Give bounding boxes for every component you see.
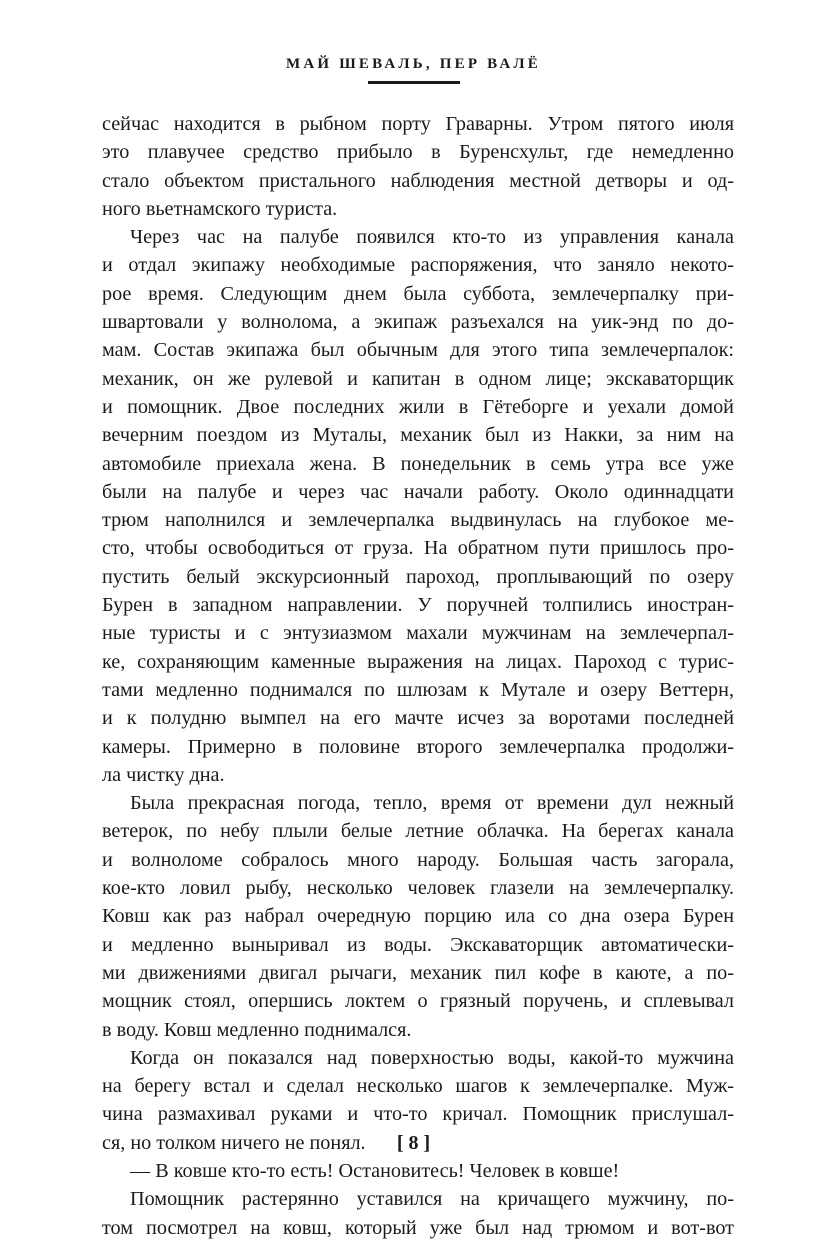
text-line: Была прекрасная погода, тепло, время от времени дул нежный	[130, 792, 734, 815]
text-line: и волноломе собралось много народу. Большая часть загорала,	[102, 848, 734, 871]
text-line: и медленно выныривал из воды. Экскаваторщик автоматически-	[102, 933, 734, 956]
text-line: тами медленно поднимался по шлюзам к Мутале и озеру Веттерн,	[102, 678, 734, 701]
text-line: пустить белый экскурсионный пароход, проплывающий по озеру	[102, 565, 734, 588]
text-line: в воду. Ковш медленно поднимался.	[102, 1018, 412, 1041]
text-line: ные туристы и с энтузиазмом махали мужчинам на землечерпал-	[102, 622, 734, 645]
text-line: и помощник. Двое последних жили в Гётеборге и уехали домой	[102, 395, 734, 418]
text-line: ми движениями двигал рычаги, механик пил кофе в каюте, а по-	[102, 961, 734, 984]
text-line: швартовали у волнолома, а экипаж разъехался на уик-энд по до-	[102, 311, 734, 334]
text-line: сейчас находится в рыбном порту Граварны. Утром пятого июля	[102, 113, 734, 135]
text-line: сто, чтобы освободиться от груза. На обратном пути пришлось про-	[102, 537, 734, 560]
text-line: были на палубе и через час начали работу. Около одиннадцати	[102, 480, 734, 503]
text-line: ла чистку дна.	[102, 763, 225, 786]
text-line: Ковш как раз набрал очередную порцию ила со дна озера Бурен	[102, 905, 734, 928]
text-line: и к полудню вымпел на его мачте исчез за воротами последней	[102, 707, 734, 730]
header-divider	[368, 81, 460, 84]
text-line: механик, он же рулевой и капитан в одном лице; экскаваторщик	[102, 367, 734, 390]
text-line: мам. Состав экипажа был обычным для этого типа землечерпалок:	[102, 339, 734, 362]
text-line: стало объектом пристального наблюдения местной детворы и од-	[102, 169, 734, 192]
text-line: мощник стоял, опершись локтем о грязный поручень, и сплевывал	[102, 990, 734, 1013]
text-line: Когда он показался над поверхностью воды, какой-то мужчина	[130, 1046, 734, 1069]
running-header-title: МАЙ ШЕВАЛЬ, ПЕР ВАЛЁ	[285, 56, 542, 72]
text-line: вечерним поездом из Муталы, механик был из Накки, за ним на	[102, 424, 734, 447]
text-line: ветерок, по небу плыли белые летние облачка. На берегах канала	[102, 820, 734, 843]
text-line: чина размахивал руками и что-то кричал. Помощник прислушал-	[102, 1103, 734, 1126]
page-number: [ 8 ]	[396, 1132, 431, 1154]
text-line: и отдал экипажу необходимые распоряжения, что заняло некото-	[102, 254, 734, 277]
text-line: это плавучее средство прибыло в Буренсхульт, где немедленно	[102, 141, 734, 164]
text-line: рое время. Следующим днем была суббота, землечерпалку при-	[102, 282, 734, 305]
text-line: автомобиле приехала жена. В понедельник в семь утра все уже	[102, 452, 734, 475]
text-line: том посмотрел на ковш, который уже был над трюмом и вот-вот	[102, 1216, 734, 1239]
text-line: ке, сохраняющим каменные выражения на лицах. Пароход с турис-	[102, 650, 734, 673]
text-line: Через час на палубе появился кто-то из управления канала	[130, 226, 734, 249]
body-text	[102, 110, 734, 1242]
text-line: камеры. Примерно в половине второго землечерпалка продолжи-	[102, 735, 734, 758]
text-line: — В ковше кто-то есть! Остановитесь! Человек в ковше!	[130, 1159, 620, 1182]
text-line: Бурен в западном направлении. У поручней толпились иностран-	[102, 594, 734, 617]
text-line: кое-кто ловил рыбу, несколько человек глазели на землечерпалку.	[102, 877, 734, 900]
text-line: Помощник растерянно уставился на кричащего мужчину, по-	[130, 1188, 734, 1211]
running-header	[0, 56, 827, 84]
text-line: трюм наполнился и землечерпалка выдвинулась на глубокое ме-	[102, 509, 734, 532]
text-line: ного вьетнамского туриста.	[102, 197, 338, 220]
text-line: на берегу встал и сделал несколько шагов к землечерпалке. Муж-	[102, 1075, 734, 1098]
text-line: ся, но толком ничего не понял.	[102, 1131, 366, 1154]
